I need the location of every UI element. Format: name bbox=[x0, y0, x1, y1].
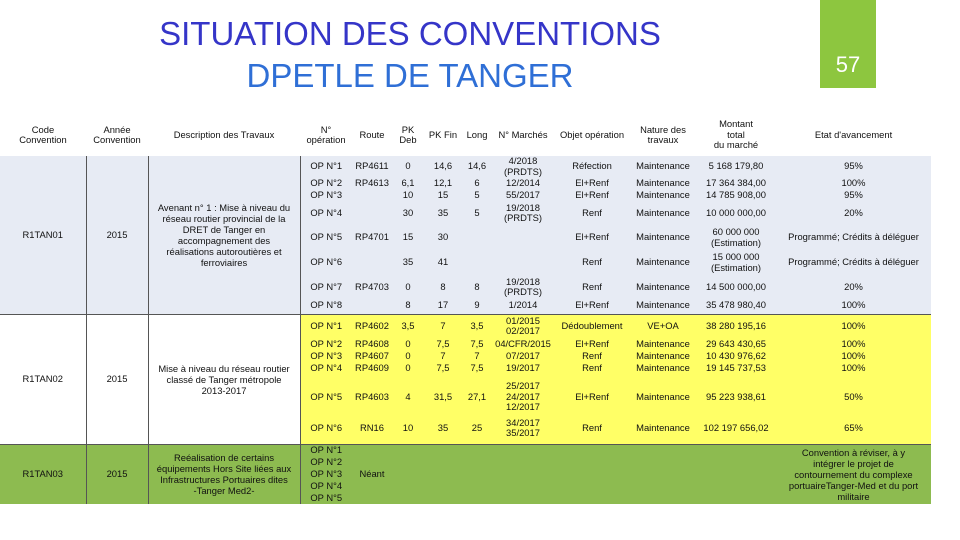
etat-cell: 100% bbox=[841, 350, 866, 361]
marche-cell: 55/2017 bbox=[506, 189, 540, 200]
nature-cell: Maintenance bbox=[636, 231, 690, 243]
pkfin-cell: 8 bbox=[440, 280, 446, 292]
route-cell: Néant bbox=[352, 444, 392, 504]
nature-cell: Maintenance bbox=[636, 362, 690, 373]
pkfin-cell: 7 bbox=[440, 350, 446, 361]
col-long: Long bbox=[466, 128, 488, 140]
montant-cell: 10 430 976,62 bbox=[706, 350, 766, 361]
col-annee: Année Convention bbox=[93, 123, 141, 145]
objet-cell: El+Renf bbox=[575, 299, 609, 311]
long-cell: 6 bbox=[474, 177, 480, 188]
op-cell: OP N°4 bbox=[310, 206, 343, 218]
etat-cell: 100% bbox=[776, 314, 931, 338]
objet-cell: Renf bbox=[582, 280, 602, 292]
nature-cell: Maintenance bbox=[636, 256, 690, 268]
marche-cell bbox=[492, 250, 554, 275]
route-cell: RP4609 bbox=[355, 362, 389, 373]
col-pk-fin: PK Fin bbox=[428, 128, 458, 140]
long-cell: 7,5 bbox=[470, 362, 484, 373]
nature-cell: Maintenance bbox=[636, 421, 690, 433]
table-header-row bbox=[0, 114, 931, 156]
col-marches: N° Marchés bbox=[498, 128, 548, 140]
op-cell: OP N°3 bbox=[310, 189, 343, 200]
marche-cell: 25/2017 24/2017 12/2017 bbox=[506, 380, 540, 413]
etat-cell: 65% bbox=[844, 421, 863, 433]
route-cell: RP4611 bbox=[355, 160, 389, 172]
montant-cell: 19 145 737,53 bbox=[706, 362, 766, 373]
marche-cell: 04/CFR/2015 bbox=[495, 338, 551, 349]
code-cell: R1TAN03 bbox=[0, 444, 86, 504]
marche-cell bbox=[492, 225, 554, 250]
montant-cell: 5 168 179,80 bbox=[708, 160, 764, 172]
marche-cell: 1/2014 bbox=[508, 299, 538, 311]
code-cell: R1TAN02 bbox=[0, 314, 86, 444]
pkfin-cell: 30 bbox=[437, 231, 449, 243]
op-cell: OP N°3 bbox=[310, 468, 343, 479]
marche-cell: 19/2018 (PRDTS) bbox=[503, 275, 543, 297]
long-cell: 8 bbox=[474, 280, 480, 292]
col-pk-deb: PK Deb bbox=[399, 123, 417, 145]
op-cell: OP N°6 bbox=[310, 421, 343, 433]
op-cell: OP N°2 bbox=[310, 177, 343, 188]
page-title: SITUATION DES CONVENTIONS bbox=[159, 15, 661, 52]
montant-cell: 95 223 938,61 bbox=[706, 390, 766, 402]
empty-cell bbox=[392, 444, 776, 504]
marche-cell: 19/2017 bbox=[506, 362, 540, 373]
marche-cell: 12/2014 bbox=[506, 177, 540, 188]
montant-cell: 29 643 430,65 bbox=[706, 338, 766, 349]
col-objet: Objet opération bbox=[559, 128, 625, 140]
long-cell: 9 bbox=[474, 299, 480, 311]
objet-cell: Renf bbox=[582, 421, 602, 433]
objet-cell: Renf bbox=[582, 350, 602, 361]
op-cell: OP N°1 bbox=[300, 314, 352, 338]
pkfin-cell: 7 bbox=[424, 314, 462, 338]
col-etat: Etat d'avancement bbox=[814, 128, 893, 140]
op-cell: OP N°2 bbox=[310, 456, 343, 467]
objet-cell: El+Renf bbox=[575, 231, 609, 243]
montant-cell: 15 000 000 (Estimation) bbox=[710, 251, 761, 273]
route-cell: RP4603 bbox=[355, 390, 389, 402]
etat-cell: 100% bbox=[841, 338, 866, 349]
pkdeb-cell: 0 bbox=[405, 362, 411, 373]
objet-cell: El+Renf bbox=[575, 390, 609, 402]
pkfin-cell: 14,6 bbox=[433, 160, 453, 172]
op-cell: OP N°1 bbox=[310, 160, 343, 172]
op-cell: OP N°4 bbox=[310, 362, 343, 373]
code-cell: R1TAN01 bbox=[0, 156, 86, 314]
op-cell: OP N°4 bbox=[310, 480, 343, 491]
long-cell: 7,5 bbox=[470, 338, 484, 349]
etat-cell: Programmé; Crédits à déléguer bbox=[788, 256, 919, 268]
nature-cell: Maintenance bbox=[636, 390, 690, 402]
montant-cell: 102 197 656,02 bbox=[703, 421, 769, 433]
op-cell: OP N°1 bbox=[300, 444, 352, 456]
pkfin-cell: 31,5 bbox=[433, 390, 453, 402]
nature-cell: Maintenance bbox=[636, 350, 690, 361]
nature-cell: VE+OA bbox=[630, 314, 696, 338]
montant-cell: 17 364 384,00 bbox=[706, 177, 766, 188]
conventions-table bbox=[0, 114, 931, 504]
nature-cell: Maintenance bbox=[636, 177, 690, 188]
etat-cell: 20% bbox=[844, 206, 863, 218]
objet-cell: Dédoublement bbox=[554, 314, 630, 338]
nature-cell: Maintenance bbox=[636, 299, 690, 311]
route-cell bbox=[352, 299, 392, 312]
objet-cell: El+Renf bbox=[575, 177, 609, 188]
pkdeb-cell: 0 bbox=[405, 350, 411, 361]
route-cell: RP4613 bbox=[355, 177, 389, 188]
long-cell: 25 bbox=[471, 421, 483, 433]
objet-cell: El+Renf bbox=[575, 189, 609, 200]
objet-cell: Renf bbox=[582, 206, 602, 218]
marche-cell: 01/2015 02/2017 bbox=[492, 314, 554, 338]
page-subtitle: DPETLE DE TANGER bbox=[246, 57, 574, 94]
col-montant: Montant total du marché bbox=[713, 118, 759, 151]
long-cell: 27,1 bbox=[467, 390, 487, 402]
marche-cell: 19/2018 (PRDTS) bbox=[503, 201, 543, 223]
etat-cell: 20% bbox=[844, 280, 863, 292]
route-cell: RP4701 bbox=[355, 231, 389, 243]
route-cell: RP4608 bbox=[355, 338, 389, 349]
pkdeb-cell: 0 bbox=[405, 280, 411, 292]
montant-cell: 60 000 000 (Estimation) bbox=[710, 226, 761, 248]
pkfin-cell: 7,5 bbox=[436, 338, 450, 349]
long-cell bbox=[462, 250, 492, 275]
op-cell: OP N°5 bbox=[310, 231, 343, 243]
objet-cell: Renf bbox=[582, 256, 602, 268]
pkfin-cell: 7,5 bbox=[436, 362, 450, 373]
long-cell: 5 bbox=[474, 206, 480, 218]
op-cell: OP N°3 bbox=[310, 350, 343, 361]
pkfin-cell: 12,1 bbox=[433, 177, 453, 188]
long-cell: 7 bbox=[474, 350, 480, 361]
pkdeb-cell: 30 bbox=[402, 206, 414, 218]
objet-cell: Réfection bbox=[572, 160, 612, 172]
pkdeb-cell: 0 bbox=[405, 338, 411, 349]
long-cell bbox=[462, 225, 492, 250]
col-nature: Nature des travaux bbox=[640, 123, 686, 145]
col-operation: N° opération bbox=[306, 123, 346, 145]
route-cell: RP4703 bbox=[355, 280, 389, 292]
pkdeb-cell: 8 bbox=[405, 299, 411, 311]
etat-cell: Convention à réviser, à y intégrer le projet de contournement du complexe portuaireTanger-Med et du port militaire bbox=[776, 444, 931, 504]
nature-cell: Maintenance bbox=[636, 206, 690, 218]
table-row bbox=[0, 156, 931, 177]
annee-cell: 2015 bbox=[86, 156, 148, 314]
etat-cell: 95% bbox=[844, 189, 863, 200]
pkdeb-cell: 3,5 bbox=[392, 314, 424, 338]
op-cell: OP N°6 bbox=[310, 256, 343, 268]
montant-cell: 35 478 980,40 bbox=[706, 299, 766, 311]
montant-cell: 14 500 000,00 bbox=[706, 280, 766, 292]
montant-cell: 14 785 908,00 bbox=[706, 189, 766, 200]
annee-cell: 2015 bbox=[86, 314, 148, 444]
long-cell: 3,5 bbox=[462, 314, 492, 338]
objet-cell: El+Renf bbox=[575, 338, 609, 349]
col-code: Code Convention bbox=[19, 123, 67, 145]
long-cell: 14,6 bbox=[467, 160, 487, 172]
table-row bbox=[0, 444, 931, 456]
op-cell: OP N°2 bbox=[310, 338, 343, 349]
etat-cell: Programmé; Crédits à déléguer bbox=[788, 231, 919, 243]
pkdeb-cell: 35 bbox=[402, 256, 414, 268]
pkfin-cell: 15 bbox=[437, 189, 449, 200]
marche-cell: 07/2017 bbox=[506, 350, 540, 361]
nature-cell: Maintenance bbox=[636, 189, 690, 200]
op-cell: OP N°5 bbox=[310, 492, 343, 503]
pkdeb-cell: 10 bbox=[402, 421, 414, 433]
pkfin-cell: 17 bbox=[437, 299, 449, 311]
etat-cell: 100% bbox=[841, 299, 866, 311]
route-cell: RP4607 bbox=[355, 350, 389, 361]
page-number: 57 bbox=[835, 52, 861, 77]
long-cell: 5 bbox=[474, 189, 480, 200]
objet-cell: Renf bbox=[582, 362, 602, 373]
etat-cell: 95% bbox=[844, 160, 863, 172]
nature-cell: Maintenance bbox=[636, 280, 690, 292]
montant-cell: 10 000 000,00 bbox=[706, 206, 766, 218]
pkdeb-cell: 10 bbox=[402, 189, 414, 200]
pkdeb-cell: 15 bbox=[402, 231, 414, 243]
etat-cell: 100% bbox=[841, 362, 866, 373]
route-cell: RN16 bbox=[360, 421, 384, 433]
route-cell: RP4602 bbox=[352, 314, 392, 338]
nature-cell: Maintenance bbox=[636, 338, 690, 349]
table-row bbox=[0, 314, 931, 338]
annee-cell: 2015 bbox=[86, 444, 148, 504]
description-cell: Mise à niveau du réseau routier classé de Tanger métropole 2013-2017 bbox=[148, 314, 300, 444]
etat-cell: 100% bbox=[841, 177, 866, 188]
route-cell bbox=[352, 201, 392, 225]
pkfin-cell: 35 bbox=[437, 206, 449, 218]
op-cell: OP N°8 bbox=[310, 299, 343, 311]
pkdeb-cell: 0 bbox=[405, 160, 411, 172]
col-description: Description des Travaux bbox=[173, 128, 275, 140]
route-cell bbox=[352, 250, 392, 275]
op-cell: OP N°7 bbox=[310, 280, 343, 292]
description-cell: Avenant n° 1 : Mise à niveau du réseau routier provincial de la DRET de Tanger en accompagnement des réalisations autoroutières et ferroviaires bbox=[148, 156, 300, 314]
marche-cell: 34/2017 35/2017 bbox=[506, 416, 540, 438]
pkfin-cell: 35 bbox=[437, 421, 449, 433]
pkfin-cell: 41 bbox=[437, 256, 449, 268]
description-cell: Reéalisation de certains équipements Hors Site liées aux Infrastructures Portuaires dites -Tanger Med2- bbox=[148, 444, 300, 504]
pkdeb-cell: 6,1 bbox=[401, 177, 415, 188]
op-cell: OP N°5 bbox=[310, 390, 343, 402]
col-route: Route bbox=[359, 128, 385, 140]
marche-cell: 4/2018 (PRDTS) bbox=[503, 156, 543, 177]
etat-cell: 50% bbox=[844, 390, 863, 402]
pkdeb-cell: 4 bbox=[405, 390, 411, 402]
montant-cell: 38 280 195,16 bbox=[696, 314, 776, 338]
nature-cell: Maintenance bbox=[636, 160, 690, 172]
route-cell bbox=[352, 189, 392, 201]
